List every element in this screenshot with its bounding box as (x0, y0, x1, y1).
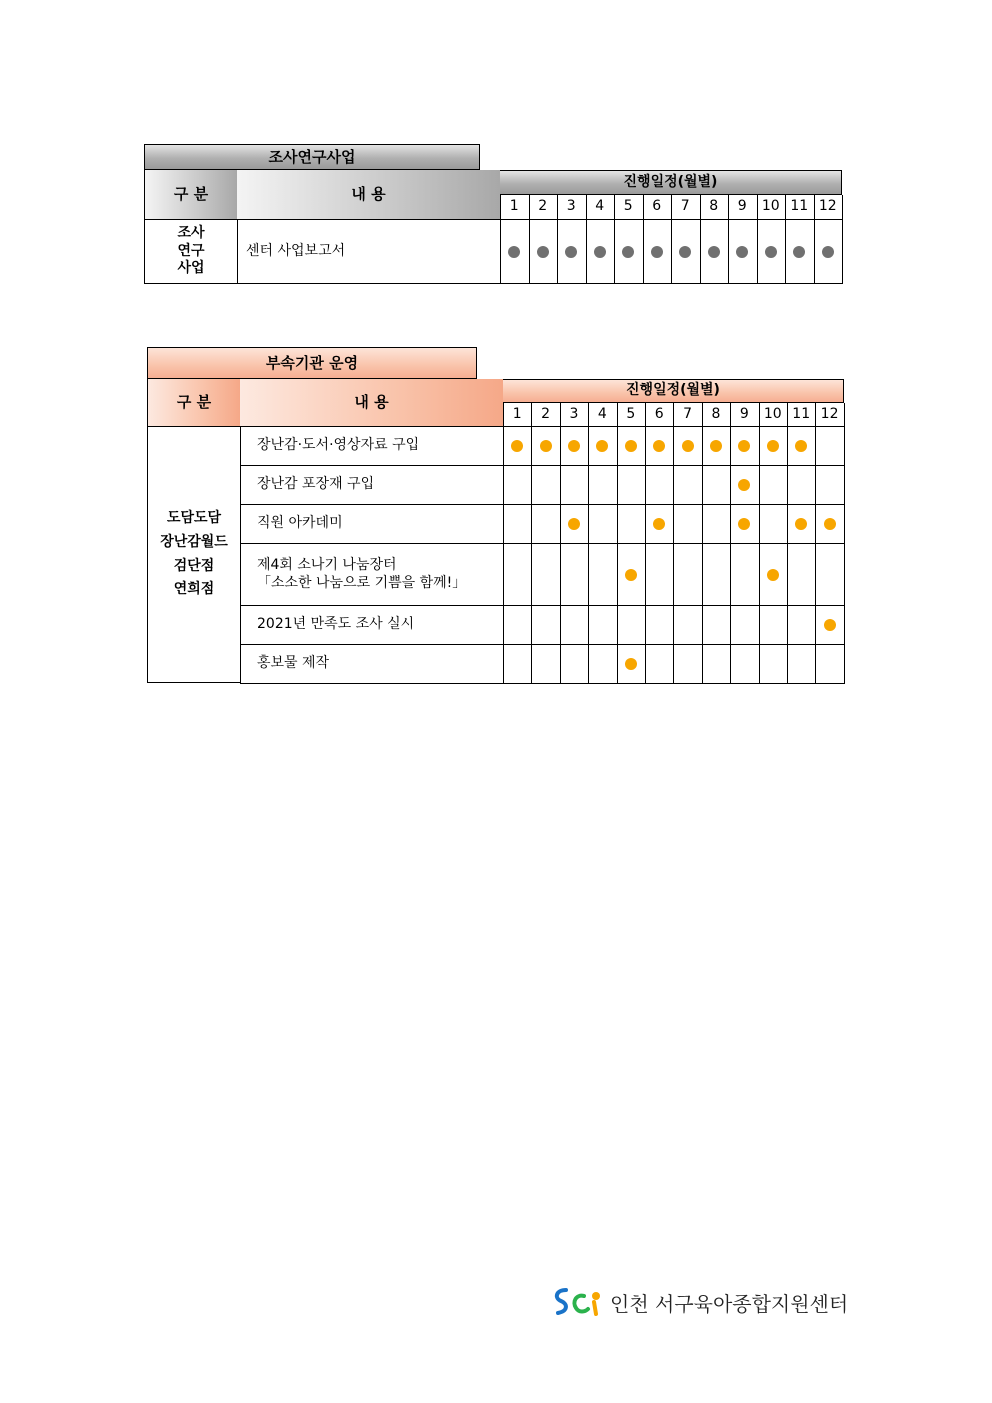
schedule-cell (673, 466, 702, 505)
schedule-cell (617, 606, 646, 645)
month-header-cell: 6 (645, 403, 674, 427)
schedule-cell (617, 427, 646, 466)
schedule-cell (673, 505, 702, 544)
schedule-dot (682, 440, 694, 452)
schedule-dot (738, 479, 750, 491)
schedule-cell (531, 544, 560, 606)
affiliate-row-content (240, 466, 504, 505)
schedule-cell (503, 645, 532, 684)
schedule-dot (765, 246, 777, 258)
research-title: 조사연구사업 (144, 144, 480, 170)
schedule-dot (767, 569, 779, 581)
schedule-dot (594, 246, 606, 258)
affiliate-header-content: 내 용 (240, 379, 504, 427)
schedule-cell (787, 505, 816, 544)
schedule-cell (702, 466, 731, 505)
affiliate-row-content (240, 645, 504, 684)
affiliate-row-content (240, 606, 504, 645)
sci-logo-icon (552, 1284, 604, 1320)
month-header-cell: 12 (814, 195, 844, 220)
month-header-cell: 4 (588, 403, 617, 427)
schedule-cell (730, 606, 759, 645)
schedule-cell (645, 466, 674, 505)
month-header-cell: 2 (531, 403, 560, 427)
affiliate-row-line: 제4회 소나기 나눔장터 (257, 557, 397, 573)
schedule-cell (787, 645, 816, 684)
schedule-dot (596, 440, 608, 452)
schedule-cell (702, 427, 731, 466)
schedule-cell (617, 505, 646, 544)
schedule-cell (617, 466, 646, 505)
schedule-dot (824, 619, 836, 631)
schedule-cell (617, 544, 646, 606)
schedule-cell (673, 645, 702, 684)
research-category-line: 조사 (177, 225, 205, 242)
schedule-cell (588, 606, 617, 645)
schedule-cell (815, 466, 844, 505)
schedule-cell (586, 220, 616, 284)
schedule-cell (787, 544, 816, 606)
month-header-cell: 9 (730, 403, 759, 427)
affiliate-row-content (240, 505, 504, 544)
schedule-cell (728, 220, 758, 284)
schedule-cell (815, 544, 844, 606)
month-header-cell: 8 (700, 195, 730, 220)
schedule-dot (738, 518, 750, 530)
schedule-dot (511, 440, 523, 452)
affiliate-row-line: 장난감 포장재 구입 (257, 476, 375, 493)
affiliate-category-line: 검단점 (173, 557, 215, 574)
affiliate-row-line: 홍보물 제작 (257, 655, 330, 672)
schedule-cell (702, 606, 731, 645)
schedule-cell (643, 220, 673, 284)
schedule-cell (588, 427, 617, 466)
schedule-cell (759, 645, 788, 684)
schedule-cell (560, 645, 589, 684)
month-header-cell: 2 (529, 195, 559, 220)
schedule-cell (759, 466, 788, 505)
schedule-cell (645, 544, 674, 606)
schedule-cell (645, 606, 674, 645)
schedule-cell (700, 220, 730, 284)
schedule-dot (568, 440, 580, 452)
affiliate-row-text (257, 655, 329, 673)
affiliate-row-content (240, 427, 504, 466)
schedule-dot (653, 518, 665, 530)
affiliate-row-text (257, 616, 414, 634)
schedule-cell (730, 544, 759, 606)
schedule-cell (560, 427, 589, 466)
schedule-cell (531, 505, 560, 544)
schedule-cell (702, 505, 731, 544)
schedule-cell (588, 645, 617, 684)
schedule-cell (759, 606, 788, 645)
month-header-cell: 3 (557, 195, 587, 220)
schedule-cell (759, 427, 788, 466)
schedule-cell (503, 544, 532, 606)
affiliate-row-content (240, 544, 504, 606)
research-header-category: 구 분 (144, 170, 238, 220)
schedule-cell (560, 505, 589, 544)
affiliate-row-text (257, 476, 374, 494)
schedule-cell (503, 466, 532, 505)
schedule-cell (671, 220, 701, 284)
schedule-dot (651, 246, 663, 258)
schedule-cell (785, 220, 815, 284)
schedule-cell (757, 220, 787, 284)
research-header-schedule: 진행일정(월별) (500, 170, 842, 195)
month-header-cell: 1 (500, 195, 530, 220)
affiliate-row-text (257, 437, 419, 455)
affiliate-row-line: 장난감·도서·영상자료 구입 (257, 437, 420, 454)
affiliate-row-line: 직원 아카데미 (257, 515, 343, 532)
schedule-cell (588, 505, 617, 544)
schedule-cell (702, 544, 731, 606)
affiliate-row-line: 2021년 만족도 조사 실시 (257, 616, 415, 633)
schedule-cell (815, 505, 844, 544)
schedule-dot (653, 440, 665, 452)
affiliate-title: 부속기관 운영 (147, 347, 477, 379)
schedule-cell (560, 466, 589, 505)
affiliate-header-category: 구 분 (147, 379, 241, 427)
research-category-line: 사업 (177, 260, 205, 277)
month-header-cell: 3 (560, 403, 589, 427)
affiliate-category-line: 도담도담 (166, 509, 222, 526)
schedule-cell (531, 645, 560, 684)
schedule-dot (795, 440, 807, 452)
month-header-cell: 6 (643, 195, 673, 220)
affiliate-category (147, 427, 241, 683)
schedule-cell (588, 466, 617, 505)
month-header-cell: 1 (503, 403, 532, 427)
research-category (144, 220, 238, 284)
schedule-dot (625, 658, 637, 670)
schedule-cell (531, 427, 560, 466)
schedule-cell (503, 427, 532, 466)
schedule-cell (560, 606, 589, 645)
schedule-dot (822, 246, 834, 258)
schedule-dot (679, 246, 691, 258)
schedule-cell (730, 645, 759, 684)
month-header-cell: 11 (785, 195, 815, 220)
schedule-cell (617, 645, 646, 684)
schedule-cell (730, 427, 759, 466)
schedule-cell (614, 220, 644, 284)
schedule-cell (645, 505, 674, 544)
schedule-cell (673, 606, 702, 645)
schedule-dot (824, 518, 836, 530)
month-header-cell: 7 (671, 195, 701, 220)
schedule-cell (531, 466, 560, 505)
month-header-cell: 10 (757, 195, 787, 220)
schedule-cell (730, 466, 759, 505)
affiliate-row-line: 「소소한 나눔으로 기쁨을 함께!」 (257, 574, 467, 591)
schedule-dot (708, 246, 720, 258)
schedule-dot (625, 569, 637, 581)
schedule-dot (625, 440, 637, 452)
schedule-cell (730, 505, 759, 544)
schedule-cell (560, 544, 589, 606)
schedule-dot (738, 440, 750, 452)
schedule-cell (529, 220, 559, 284)
footer-organization: 인천 서구육아종합지원센터 (610, 1291, 849, 1316)
schedule-dot (710, 440, 722, 452)
research-header-content: 내 용 (237, 170, 501, 220)
schedule-cell (814, 220, 844, 284)
schedule-dot (622, 246, 634, 258)
month-header-cell: 9 (728, 195, 758, 220)
schedule-cell (673, 544, 702, 606)
schedule-cell (787, 427, 816, 466)
schedule-dot (795, 518, 807, 530)
schedule-cell (759, 505, 788, 544)
month-header-cell: 4 (586, 195, 616, 220)
schedule-cell (815, 427, 844, 466)
schedule-cell (787, 466, 816, 505)
schedule-dot (508, 246, 520, 258)
affiliate-header-schedule: 진행일정(월별) (503, 379, 844, 403)
schedule-cell (531, 606, 560, 645)
research-category-line: 연구 (177, 242, 205, 259)
affiliate-row-text (257, 515, 343, 533)
schedule-dot (537, 246, 549, 258)
month-header-cell: 11 (787, 403, 816, 427)
schedule-dot (736, 246, 748, 258)
schedule-cell (645, 427, 674, 466)
affiliate-row-text (257, 557, 466, 592)
affiliate-category-line: 연희점 (173, 581, 215, 598)
schedule-cell (673, 427, 702, 466)
month-header-cell: 7 (673, 403, 702, 427)
schedule-dot (767, 440, 779, 452)
affiliate-category-line: 장난감월드 (160, 533, 228, 550)
research-row-content: 센터 사업보고서 (237, 220, 501, 284)
month-header-cell: 12 (815, 403, 844, 427)
month-header-cell: 10 (759, 403, 788, 427)
schedule-cell (503, 505, 532, 544)
schedule-cell (759, 544, 788, 606)
schedule-dot (568, 518, 580, 530)
footer-logo (552, 1284, 848, 1320)
schedule-cell (500, 220, 530, 284)
month-header-cell: 8 (702, 403, 731, 427)
schedule-dot (565, 246, 577, 258)
schedule-cell (702, 645, 731, 684)
schedule-cell (815, 606, 844, 645)
schedule-cell (588, 544, 617, 606)
schedule-cell (787, 606, 816, 645)
schedule-cell (645, 645, 674, 684)
schedule-dot (793, 246, 805, 258)
schedule-dot (540, 440, 552, 452)
month-header-cell: 5 (614, 195, 644, 220)
schedule-cell (815, 645, 844, 684)
month-header-cell: 5 (617, 403, 646, 427)
schedule-cell (503, 606, 532, 645)
schedule-cell (557, 220, 587, 284)
